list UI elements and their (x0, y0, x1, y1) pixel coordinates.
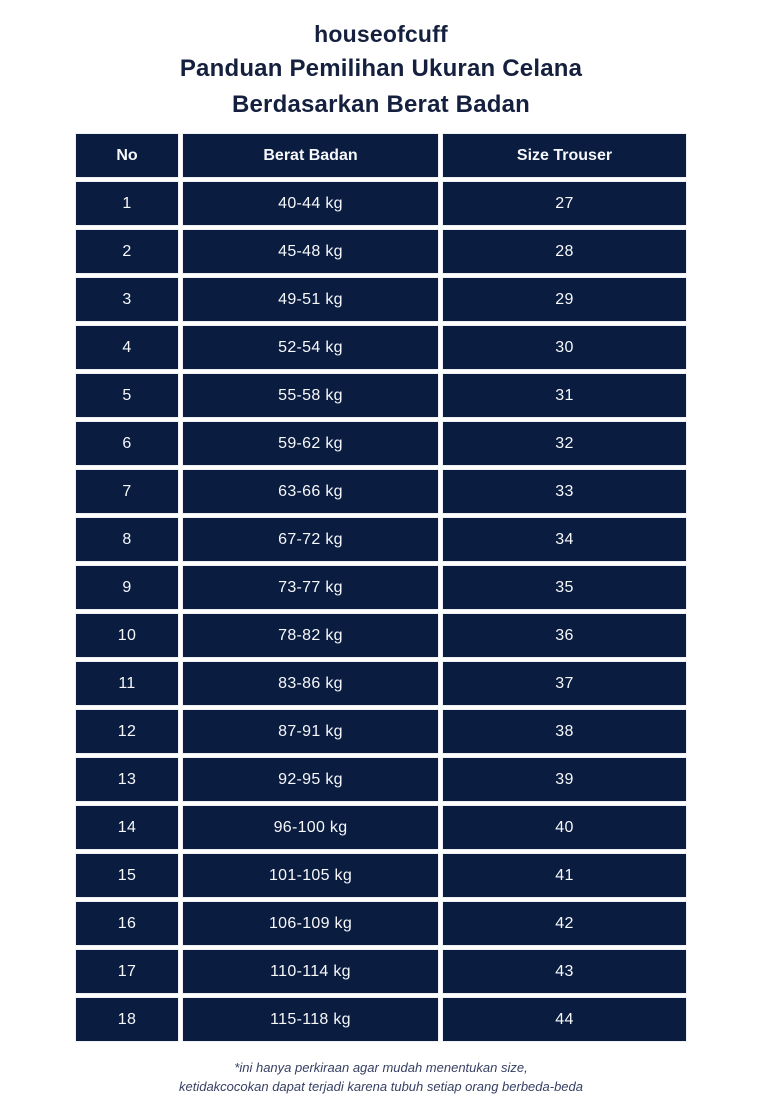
row-number-cell: 13 (75, 757, 179, 802)
page-header (0, 0, 762, 119)
row-number-cell: 2 (75, 229, 179, 274)
table-row (75, 613, 687, 658)
table-row (75, 757, 687, 802)
page-title-line1: Panduan Pemilihan Ukuran Celana (179, 55, 583, 82)
table-row (75, 181, 687, 226)
trouser-size-cell: 33 (442, 469, 687, 514)
trouser-size-cell: 32 (442, 421, 687, 466)
table-row (75, 373, 687, 418)
trouser-size-cell: 34 (442, 517, 687, 562)
weight-range-cell: 73-77 kg (182, 565, 439, 610)
table-row (75, 469, 687, 514)
row-number-cell: 12 (75, 709, 179, 754)
weight-range-cell: 55-58 kg (182, 373, 439, 418)
trouser-size-cell: 31 (442, 373, 687, 418)
table-row (75, 901, 687, 946)
trouser-size-cell: 38 (442, 709, 687, 754)
weight-range-cell: 87-91 kg (182, 709, 439, 754)
footnote (0, 1058, 762, 1096)
row-number-cell: 6 (75, 421, 179, 466)
row-number-cell: 15 (75, 853, 179, 898)
table-row (75, 949, 687, 994)
size-table-body (75, 181, 687, 1042)
trouser-size-cell: 27 (442, 181, 687, 226)
size-table-header (75, 133, 687, 178)
page-title-line2: Berdasarkan Berat Badan (231, 91, 531, 118)
weight-range-cell: 45-48 kg (182, 229, 439, 274)
header-row (75, 133, 687, 178)
table-row (75, 805, 687, 850)
footnote-line2: ketidakcocokan dapat terjadi karena tubuh setiap orang berbeda-beda (178, 1079, 583, 1094)
trouser-size-cell: 39 (442, 757, 687, 802)
weight-range-cell: 63-66 kg (182, 469, 439, 514)
weight-range-cell: 59-62 kg (182, 421, 439, 466)
row-number-cell: 18 (75, 997, 179, 1042)
weight-range-cell: 101-105 kg (182, 853, 439, 898)
row-number-cell: 1 (75, 181, 179, 226)
table-row (75, 325, 687, 370)
table-row (75, 565, 687, 610)
trouser-size-cell: 41 (442, 853, 687, 898)
weight-range-cell: 49-51 kg (182, 277, 439, 322)
table-row (75, 997, 687, 1042)
weight-range-cell: 40-44 kg (182, 181, 439, 226)
weight-range-cell: 52-54 kg (182, 325, 439, 370)
row-number-cell: 8 (75, 517, 179, 562)
weight-range-cell: 110-114 kg (182, 949, 439, 994)
row-number-cell: 14 (75, 805, 179, 850)
row-number-cell: 10 (75, 613, 179, 658)
col-header-berat-badan: Berat Badan (182, 133, 439, 178)
weight-range-cell: 78-82 kg (182, 613, 439, 658)
row-number-cell: 4 (75, 325, 179, 370)
trouser-size-cell: 35 (442, 565, 687, 610)
row-number-cell: 3 (75, 277, 179, 322)
trouser-size-cell: 43 (442, 949, 687, 994)
weight-range-cell: 115-118 kg (182, 997, 439, 1042)
table-row (75, 709, 687, 754)
table-row (75, 421, 687, 466)
trouser-size-cell: 40 (442, 805, 687, 850)
row-number-cell: 9 (75, 565, 179, 610)
trouser-size-cell: 42 (442, 901, 687, 946)
weight-range-cell: 92-95 kg (182, 757, 439, 802)
trouser-size-cell: 44 (442, 997, 687, 1042)
table-row (75, 853, 687, 898)
trouser-size-cell: 29 (442, 277, 687, 322)
trouser-size-cell: 30 (442, 325, 687, 370)
trouser-size-cell: 36 (442, 613, 687, 658)
table-row (75, 277, 687, 322)
row-number-cell: 17 (75, 949, 179, 994)
weight-range-cell: 83-86 kg (182, 661, 439, 706)
weight-range-cell: 96-100 kg (182, 805, 439, 850)
row-number-cell: 7 (75, 469, 179, 514)
weight-range-cell: 67-72 kg (182, 517, 439, 562)
trouser-size-cell: 28 (442, 229, 687, 274)
table-row (75, 229, 687, 274)
size-table (72, 130, 690, 1045)
table-row (75, 661, 687, 706)
footnote-line1: *ini hanya perkiraan agar mudah menentukan size, (234, 1060, 528, 1075)
weight-range-cell: 106-109 kg (182, 901, 439, 946)
col-header-no: No (75, 133, 179, 178)
col-header-size-trouser: Size Trouser (442, 133, 687, 178)
row-number-cell: 5 (75, 373, 179, 418)
row-number-cell: 16 (75, 901, 179, 946)
brand-title: houseofcuff (314, 21, 448, 47)
table-row (75, 517, 687, 562)
trouser-size-cell: 37 (442, 661, 687, 706)
row-number-cell: 11 (75, 661, 179, 706)
